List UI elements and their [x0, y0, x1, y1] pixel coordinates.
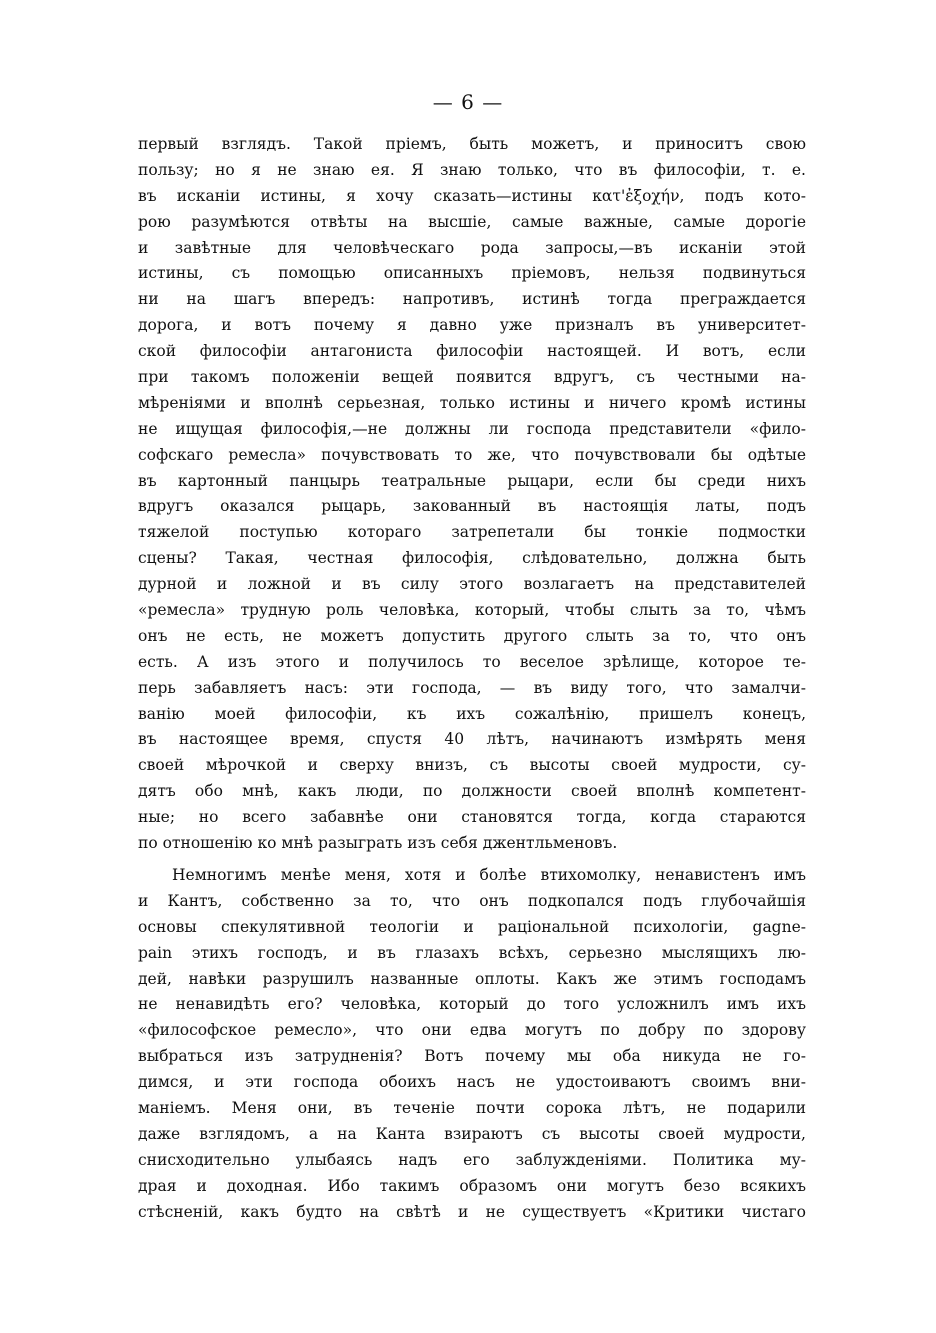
- text-line: драя и доходная. Ибо такимъ образомъ они могутъ безо всякихъ: [138, 1176, 806, 1195]
- text-line: pain этихъ господъ, и въ глазахъ всѣхъ, серьезно мыслящихъ лю-: [138, 943, 806, 962]
- text-line: дурной и ложной и въ силу этого возлагаетъ на представителей: [138, 575, 806, 594]
- text-line: есть. А изъ этого и получилось то веселое зрѣлище, которое те-: [138, 652, 806, 671]
- text-line: ской философіи антагониста философіи настоящей. И вотъ, если: [138, 342, 806, 361]
- text-line: стѣсненій, какъ будто на свѣтѣ и не существуетъ «Критики чистаго: [138, 1202, 806, 1221]
- text-line: ные; но всего забавнѣе они становятся тогда, когда стараются: [138, 808, 806, 827]
- text-line: вдругъ оказался рыцарь, закованный въ настоящія латы, подъ: [138, 497, 806, 516]
- text-line: сцены? Такая, честная философія, слѣдовательно, должна быть: [138, 549, 806, 568]
- text-line: не ищущая философія,—не должны ли господа представители «фило-: [138, 419, 806, 438]
- text-line: пользу; но я не знаю ея. Я знаю только, что въ философіи, т. е.: [138, 160, 806, 179]
- text-line: не ненавидѣть его? человѣка, который до того усложнилъ имъ ихъ: [138, 995, 806, 1014]
- page-number: — 6 —: [432, 90, 504, 114]
- text-line: и завѣтные для человѣческаго рода запросы,—въ исканіи этой: [138, 238, 806, 257]
- text-line: снисходительно улыбаясь надъ его заблужденіями. Политика му-: [138, 1150, 806, 1169]
- text-line: мѣреніями и вполнѣ серьезная, только истины и ничего кромѣ истины: [138, 393, 806, 412]
- text-line: своей мѣрочкой и сверху внизъ, съ высоты своей мудрости, су-: [138, 756, 806, 775]
- text-line: первый взглядъ. Такой пріемъ, быть можетъ, и приноситъ свою: [138, 135, 806, 153]
- text-line: даже взглядомъ, а на Канта взираютъ съ высоты своей мудрости,: [138, 1124, 806, 1143]
- text-line: перь забавляетъ насъ: эти господа, — въ виду того, что замалчи-: [138, 678, 806, 697]
- text-line: «ремесла» трудную роль человѣка, который, чтобы слыть за то, чѣмъ: [138, 601, 806, 620]
- text-line: выбраться изъ затрудненія? Вотъ почему мы оба никуда не го-: [138, 1047, 806, 1066]
- text-line: онъ не есть, не можетъ допустить другого слыть за то, что онъ: [138, 626, 806, 645]
- body-text: [138, 132, 806, 1225]
- text-line: ни на шагъ впередъ: напротивъ, истинѣ тогда преграждается: [138, 290, 806, 309]
- text-line: димся, и эти господа обоихъ насъ не удостоиваютъ своимъ вни-: [138, 1073, 806, 1092]
- text-line: истины, съ помощью описанныхъ пріемовъ, нельзя подвинуться: [138, 264, 806, 283]
- text-line: въ исканіи истины, я хочу сказать—истины κατ'ἐξοχήν, подъ кото-: [138, 186, 806, 205]
- text-line: рою разумѣются отвѣты на высшіе, самые важные, самые дорогіе: [138, 212, 806, 231]
- paragraph-1: [138, 132, 806, 857]
- text-line: маніемъ. Меня они, въ теченіе почти сорока лѣтъ, не подарили: [138, 1098, 806, 1117]
- text-line: дорога, и вотъ почему я давно уже призналъ въ университет-: [138, 316, 806, 335]
- text-line: и Кантъ, собственно за то, что онъ подкопался подъ глубочайшія: [138, 891, 806, 910]
- text-line: тяжелой поступью котораго затрепетали бы тонкіе подмостки: [138, 523, 806, 542]
- text-line: Немногимъ менѣе меня, хотя и болѣе втихомолку, ненавистенъ имъ: [172, 865, 806, 884]
- text-line: при такомъ положеніи вещей появится вдругъ, съ честными на-: [138, 368, 806, 387]
- text-line: ванію моей философіи, къ ихъ сожалѣнію, пришелъ конецъ,: [138, 704, 806, 723]
- text-line: въ настоящее время, спустя 40 лѣтъ, начинаютъ измѣрять меня: [138, 730, 806, 749]
- text-line: по отношенію ко мнѣ разыграть изъ себя джентльменовъ.: [138, 834, 618, 853]
- text-line: «философское ремесло», что они едва могутъ по добру по здорову: [138, 1021, 806, 1040]
- paragraph-2: [138, 863, 806, 1225]
- text-line: основы спекулятивной теологіи и раціональной психологіи, gagne-: [138, 917, 806, 936]
- text-line: дей, навѣки разрушилъ названные оплоты. Какъ же этимъ господамъ: [138, 969, 806, 988]
- text-line: софскаго ремесла» почувствовать то же, что почувствовали бы одѣтые: [138, 445, 806, 464]
- text-line: дятъ обо мнѣ, какъ люди, по должности своей вполнѣ компетент-: [138, 782, 806, 801]
- text-line: въ картонный панцырь театральные рыцари, если бы среди нихъ: [138, 471, 806, 490]
